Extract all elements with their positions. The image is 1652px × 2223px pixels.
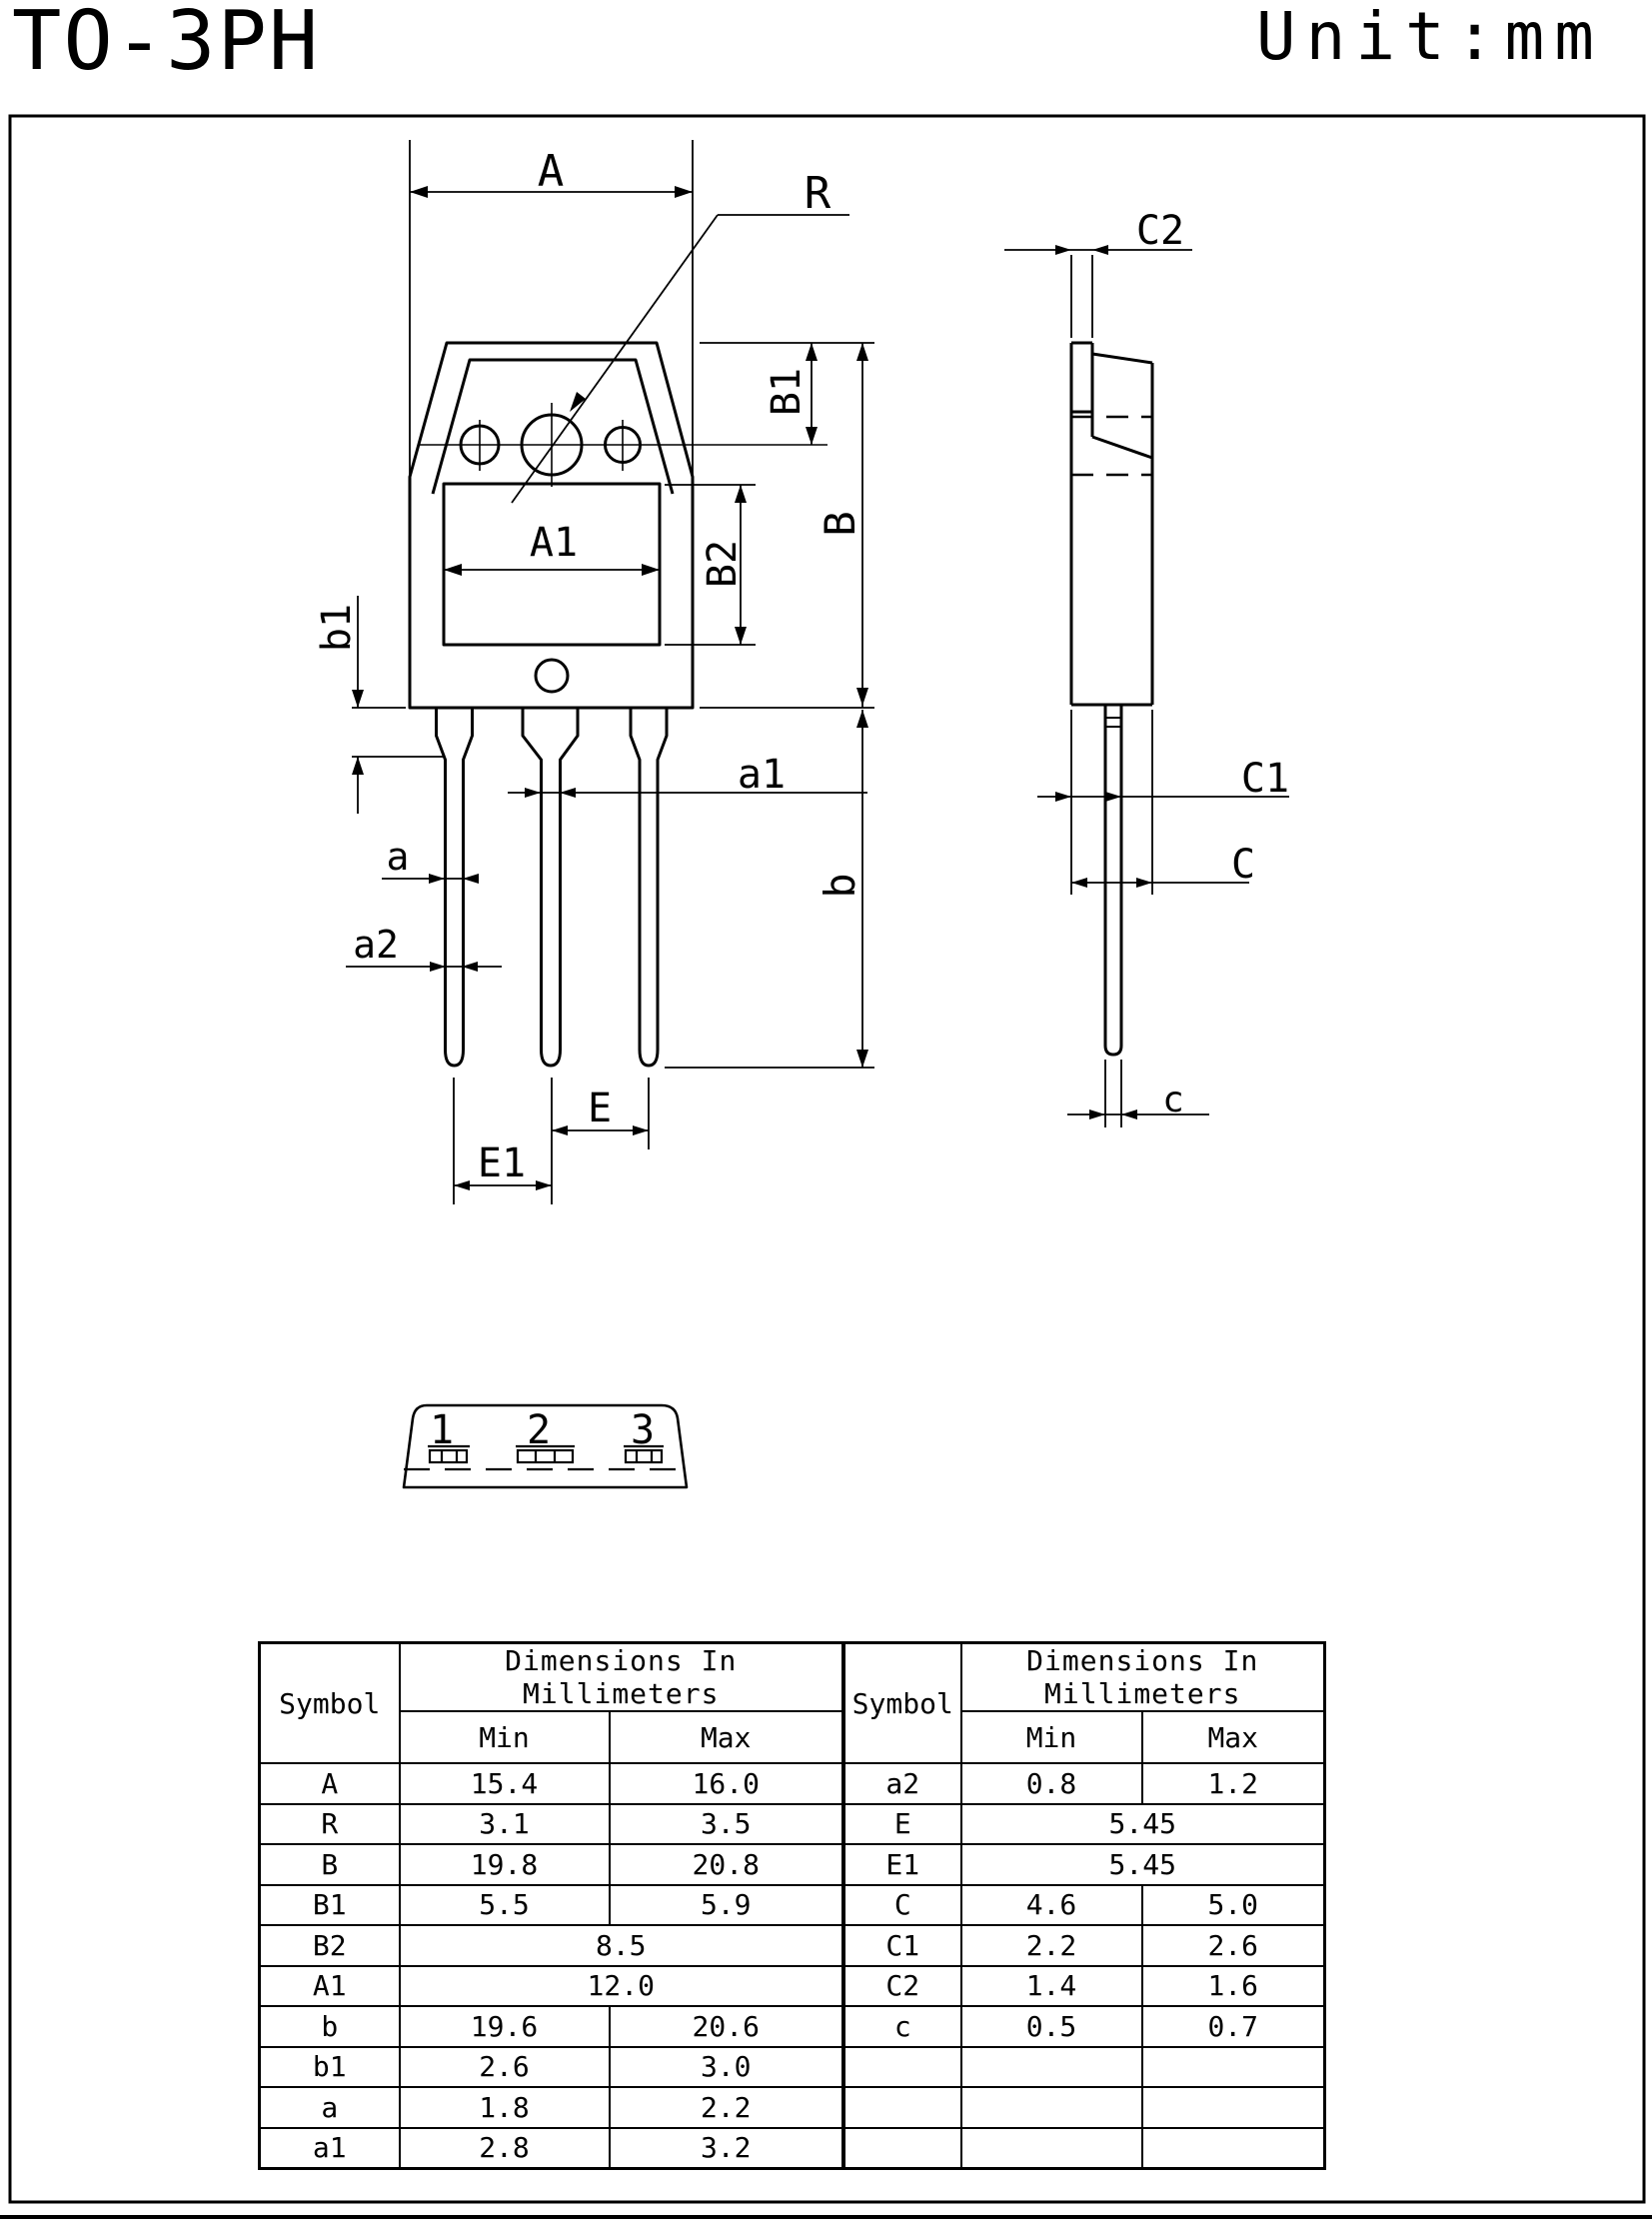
table-row: c 0.5 0.7 xyxy=(844,2006,1325,2047)
dim-label-a: a xyxy=(386,835,410,879)
table-row xyxy=(844,2047,1325,2088)
table-row: B1 5.5 5.9 xyxy=(260,1885,843,1926)
table-row: a2 0.8 1.2 xyxy=(844,1763,1325,1804)
table-row: C 4.6 5.0 xyxy=(844,1885,1325,1926)
table-row: b 19.6 20.6 xyxy=(260,2006,843,2047)
dim-label-C: C xyxy=(1230,842,1256,888)
table-row xyxy=(844,2087,1325,2128)
front-arrowheads xyxy=(352,186,868,1190)
hidden-lines xyxy=(1071,417,1152,475)
table-row: R 3.1 3.5 xyxy=(260,1804,843,1845)
dim-label-B: B xyxy=(816,511,864,537)
table-row: E1 5.45 xyxy=(844,1844,1325,1885)
dimension-table-right xyxy=(842,1641,1326,2170)
col-header-dimensions: Dimensions In Millimeters xyxy=(400,1643,843,1712)
col-header-symbol: Symbol xyxy=(844,1643,961,1764)
dim-label-E1: E1 xyxy=(477,1140,527,1186)
table-row: A1 12.0 xyxy=(260,1966,843,2007)
table-row: C2 1.4 1.6 xyxy=(844,1966,1325,2007)
front-view xyxy=(314,140,874,1204)
dim-label-a2: a2 xyxy=(353,923,399,967)
dim-label-c: c xyxy=(1162,1080,1184,1120)
dim-label-C1: C1 xyxy=(1240,756,1290,802)
dim-label-R: R xyxy=(804,168,831,219)
col-header-min: Min xyxy=(400,1711,610,1763)
table-row: a 1.8 2.2 xyxy=(260,2087,843,2128)
side-view xyxy=(1004,208,1289,1127)
table-row: a1 2.8 3.2 xyxy=(260,2128,843,2169)
side-pin xyxy=(1105,705,1121,1055)
pin3 xyxy=(631,708,667,1066)
col-header-max: Max xyxy=(610,1711,843,1763)
table-row: C1 2.2 2.6 xyxy=(844,1925,1325,1966)
dim-label-A: A xyxy=(537,146,565,197)
side-dimension-labels xyxy=(1136,208,1289,1120)
front-dimension-lines xyxy=(346,140,874,1204)
table-row: B2 8.5 xyxy=(260,1925,843,1966)
col-header-symbol: Symbol xyxy=(260,1643,400,1764)
pin2 xyxy=(523,708,578,1066)
col-header-max: Max xyxy=(1142,1711,1325,1763)
table-row: B 19.8 20.8 xyxy=(260,1844,843,1885)
col-header-dimensions: Dimensions In Millimeters xyxy=(961,1643,1325,1712)
pin-number-2: 2 xyxy=(526,1407,552,1453)
dim-label-A1: A1 xyxy=(529,520,579,566)
bottom-view xyxy=(404,1405,687,1487)
side-dimension-lines xyxy=(1004,250,1289,1127)
pin1 xyxy=(437,708,473,1066)
package-title: TO-3PH xyxy=(12,0,321,89)
dim-label-B2: B2 xyxy=(700,539,746,589)
table-row: b1 2.6 3.0 xyxy=(260,2047,843,2088)
front-dimension-labels xyxy=(314,146,864,1186)
dim-label-b: b xyxy=(816,873,864,899)
dim-label-b1: b1 xyxy=(314,603,360,653)
table-row xyxy=(844,2128,1325,2169)
dim-label-C2: C2 xyxy=(1135,208,1185,254)
dimension-table-left xyxy=(258,1641,844,2170)
pin-number-3: 3 xyxy=(630,1407,656,1453)
lower-pilot-hole xyxy=(536,660,568,692)
pin-number-1: 1 xyxy=(429,1407,455,1453)
table-row: E 5.45 xyxy=(844,1804,1325,1845)
side-body-outline xyxy=(1071,343,1152,705)
table-row: A 15.4 16.0 xyxy=(260,1763,843,1804)
dimension-table xyxy=(258,1641,1326,2170)
col-header-min: Min xyxy=(961,1711,1142,1763)
pins-front xyxy=(437,708,668,1066)
dim-label-B1: B1 xyxy=(764,367,810,417)
unit-label: Unit:mm xyxy=(1255,0,1604,75)
dim-label-a1: a1 xyxy=(737,752,787,798)
dim-label-E: E xyxy=(587,1086,613,1131)
